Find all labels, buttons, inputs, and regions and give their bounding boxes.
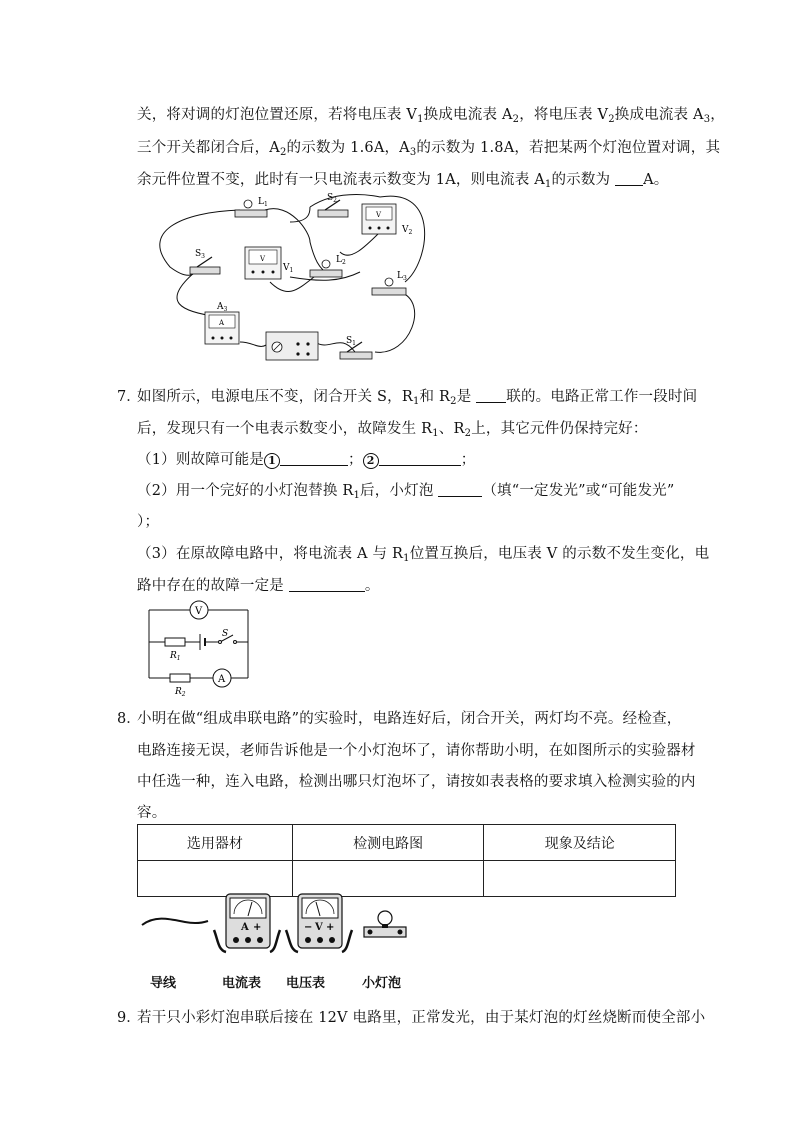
voltmeter-V2: [362, 204, 413, 236]
table-header: 检测电路图: [292, 825, 484, 861]
label-ammeter: 电流表: [222, 976, 262, 991]
svg-text:V: V: [315, 922, 323, 933]
q6-line-1: 关，将对调的灯泡位置还原，若将电压表 $V_1$换成电流表 $A_2$，将电压表 $V_2$换成电流表 $A_3$，: [137, 107, 725, 125]
answer-blank[interactable]: [438, 482, 482, 497]
r1-label: $R_1$: [170, 651, 181, 662]
svg-text:A: A: [241, 922, 249, 933]
voltmeter-V1: [245, 247, 293, 279]
experiment-table: [137, 824, 676, 897]
q6-line-3: 余元件位置不变，此时有一只电流表示数变为 1A，则电流表 $A_1$的示数为 A。: [137, 172, 669, 190]
svg-text:V2: $V_2$: [402, 225, 413, 236]
svg-text:S3: $S_3$: [195, 249, 205, 260]
q7-number: 7．: [117, 389, 141, 405]
svg-text:A3: $A_3$: [217, 302, 228, 313]
bulb-illustration: [356, 905, 416, 945]
ammeter-A3: [205, 302, 239, 344]
answer-blank[interactable]: [379, 451, 461, 466]
q7-sub-3: （3）在原故障电路中，将电流表 A 与 $R_1$位置互换后，电压表 V 的示数不发生变化，电: [137, 546, 710, 564]
q7-line-2: 后，发现只有一个电表示数变小，故障发生 $R_1$、$R_2$上，其它元件仍保持完好：: [137, 421, 648, 439]
q8-line-4: 容。: [137, 805, 167, 821]
q7-sub-2: （2）用一个完好的小灯泡替换 $R_1$后，小灯泡 （填“一定发光”或“可能发光”: [137, 483, 675, 501]
q7-sub-2-cont: ）；: [137, 514, 160, 530]
label-wire: 导线: [150, 976, 177, 991]
voltmeter-illustration: [284, 890, 354, 960]
voltmeter-label: V: [195, 606, 203, 617]
svg-text:S1: $S_1$: [346, 336, 356, 347]
switch-S1: [340, 336, 372, 359]
q8-line-1: 小明在做“组成串联电路”的实验时，电路连好后，闭合开关，两灯均不亮。经检查，: [137, 711, 682, 727]
svg-text:L1: $L_1$: [258, 197, 268, 208]
svg-text:V: V: [376, 211, 382, 219]
table-header: 现象及结论: [484, 825, 676, 861]
switch-S3: [190, 249, 220, 274]
circled-number-1: 1: [264, 453, 280, 469]
svg-text:S2: $S_2$: [327, 193, 337, 204]
svg-text:L2: $L_2$: [336, 255, 346, 266]
answer-blank[interactable]: [615, 171, 643, 186]
q8-line-2: 电路连接无误，老师告诉他是一个小灯泡坏了，请你帮助小明，在如图所示的实验器材: [137, 743, 696, 759]
table-header: 选用器材: [138, 825, 293, 861]
answer-blank[interactable]: [289, 577, 365, 592]
q7-line-1: 如图所示，电源电压不变，闭合开关 S，$R_1$和 $R_2$是 联的。电路正常工作一段时间: [137, 389, 698, 407]
svg-text:A: A: [219, 319, 225, 327]
bulb-L3: [372, 271, 407, 295]
answer-blank[interactable]: [280, 451, 348, 466]
q7-sub-1: （1）则故障可能是 1 ； 2 ；: [137, 452, 476, 468]
table-header-row: [138, 825, 676, 861]
q7-circuit-diagram: [140, 598, 260, 698]
wire-illustration: [140, 905, 210, 945]
svg-text:L3: $L_3$: [397, 271, 407, 282]
svg-text:V1: $V_1$: [283, 263, 294, 274]
label-bulb: 小灯泡: [362, 976, 402, 991]
svg-text:V: V: [260, 255, 266, 263]
svg-text:−: −: [304, 922, 313, 933]
svg-text:+: +: [326, 922, 335, 933]
power-supply: [266, 332, 318, 360]
q6-line-2: 三个开关都闭合后，$A_2$的示数为 1.6A，$A_3$的示数为 1.8A，若把某两个灯泡位置对调，其: [137, 140, 721, 158]
q9-line-1: 若干只小彩灯泡串联后接在 12V 电路里，正常发光，由于某灯泡的灯丝烧断而使全部小: [137, 1010, 706, 1026]
q8-number: 8．: [117, 711, 141, 727]
table-cell[interactable]: [484, 861, 676, 897]
bulb-L1: [235, 197, 268, 217]
q7-sub-3-cont: 路中存在的故障一定是 。: [137, 578, 380, 594]
switch-S2: [318, 193, 348, 217]
answer-blank[interactable]: [476, 388, 506, 403]
q9-number: 9．: [117, 1010, 141, 1026]
q6-wiring-diagram: [140, 192, 440, 362]
ammeter-label: A: [218, 674, 226, 685]
r2-label: $R_2$: [175, 687, 186, 698]
switch-label: S: [222, 629, 229, 639]
ammeter-illustration: [212, 890, 282, 960]
svg-text:+: +: [253, 922, 262, 933]
label-voltmeter: 电压表: [286, 976, 326, 991]
circled-number-2: 2: [363, 453, 379, 469]
q8-line-3: 中任选一种，连入电路，检测出哪只灯泡坏了，请按如表表格的要求填入检测实验的内: [137, 774, 696, 790]
